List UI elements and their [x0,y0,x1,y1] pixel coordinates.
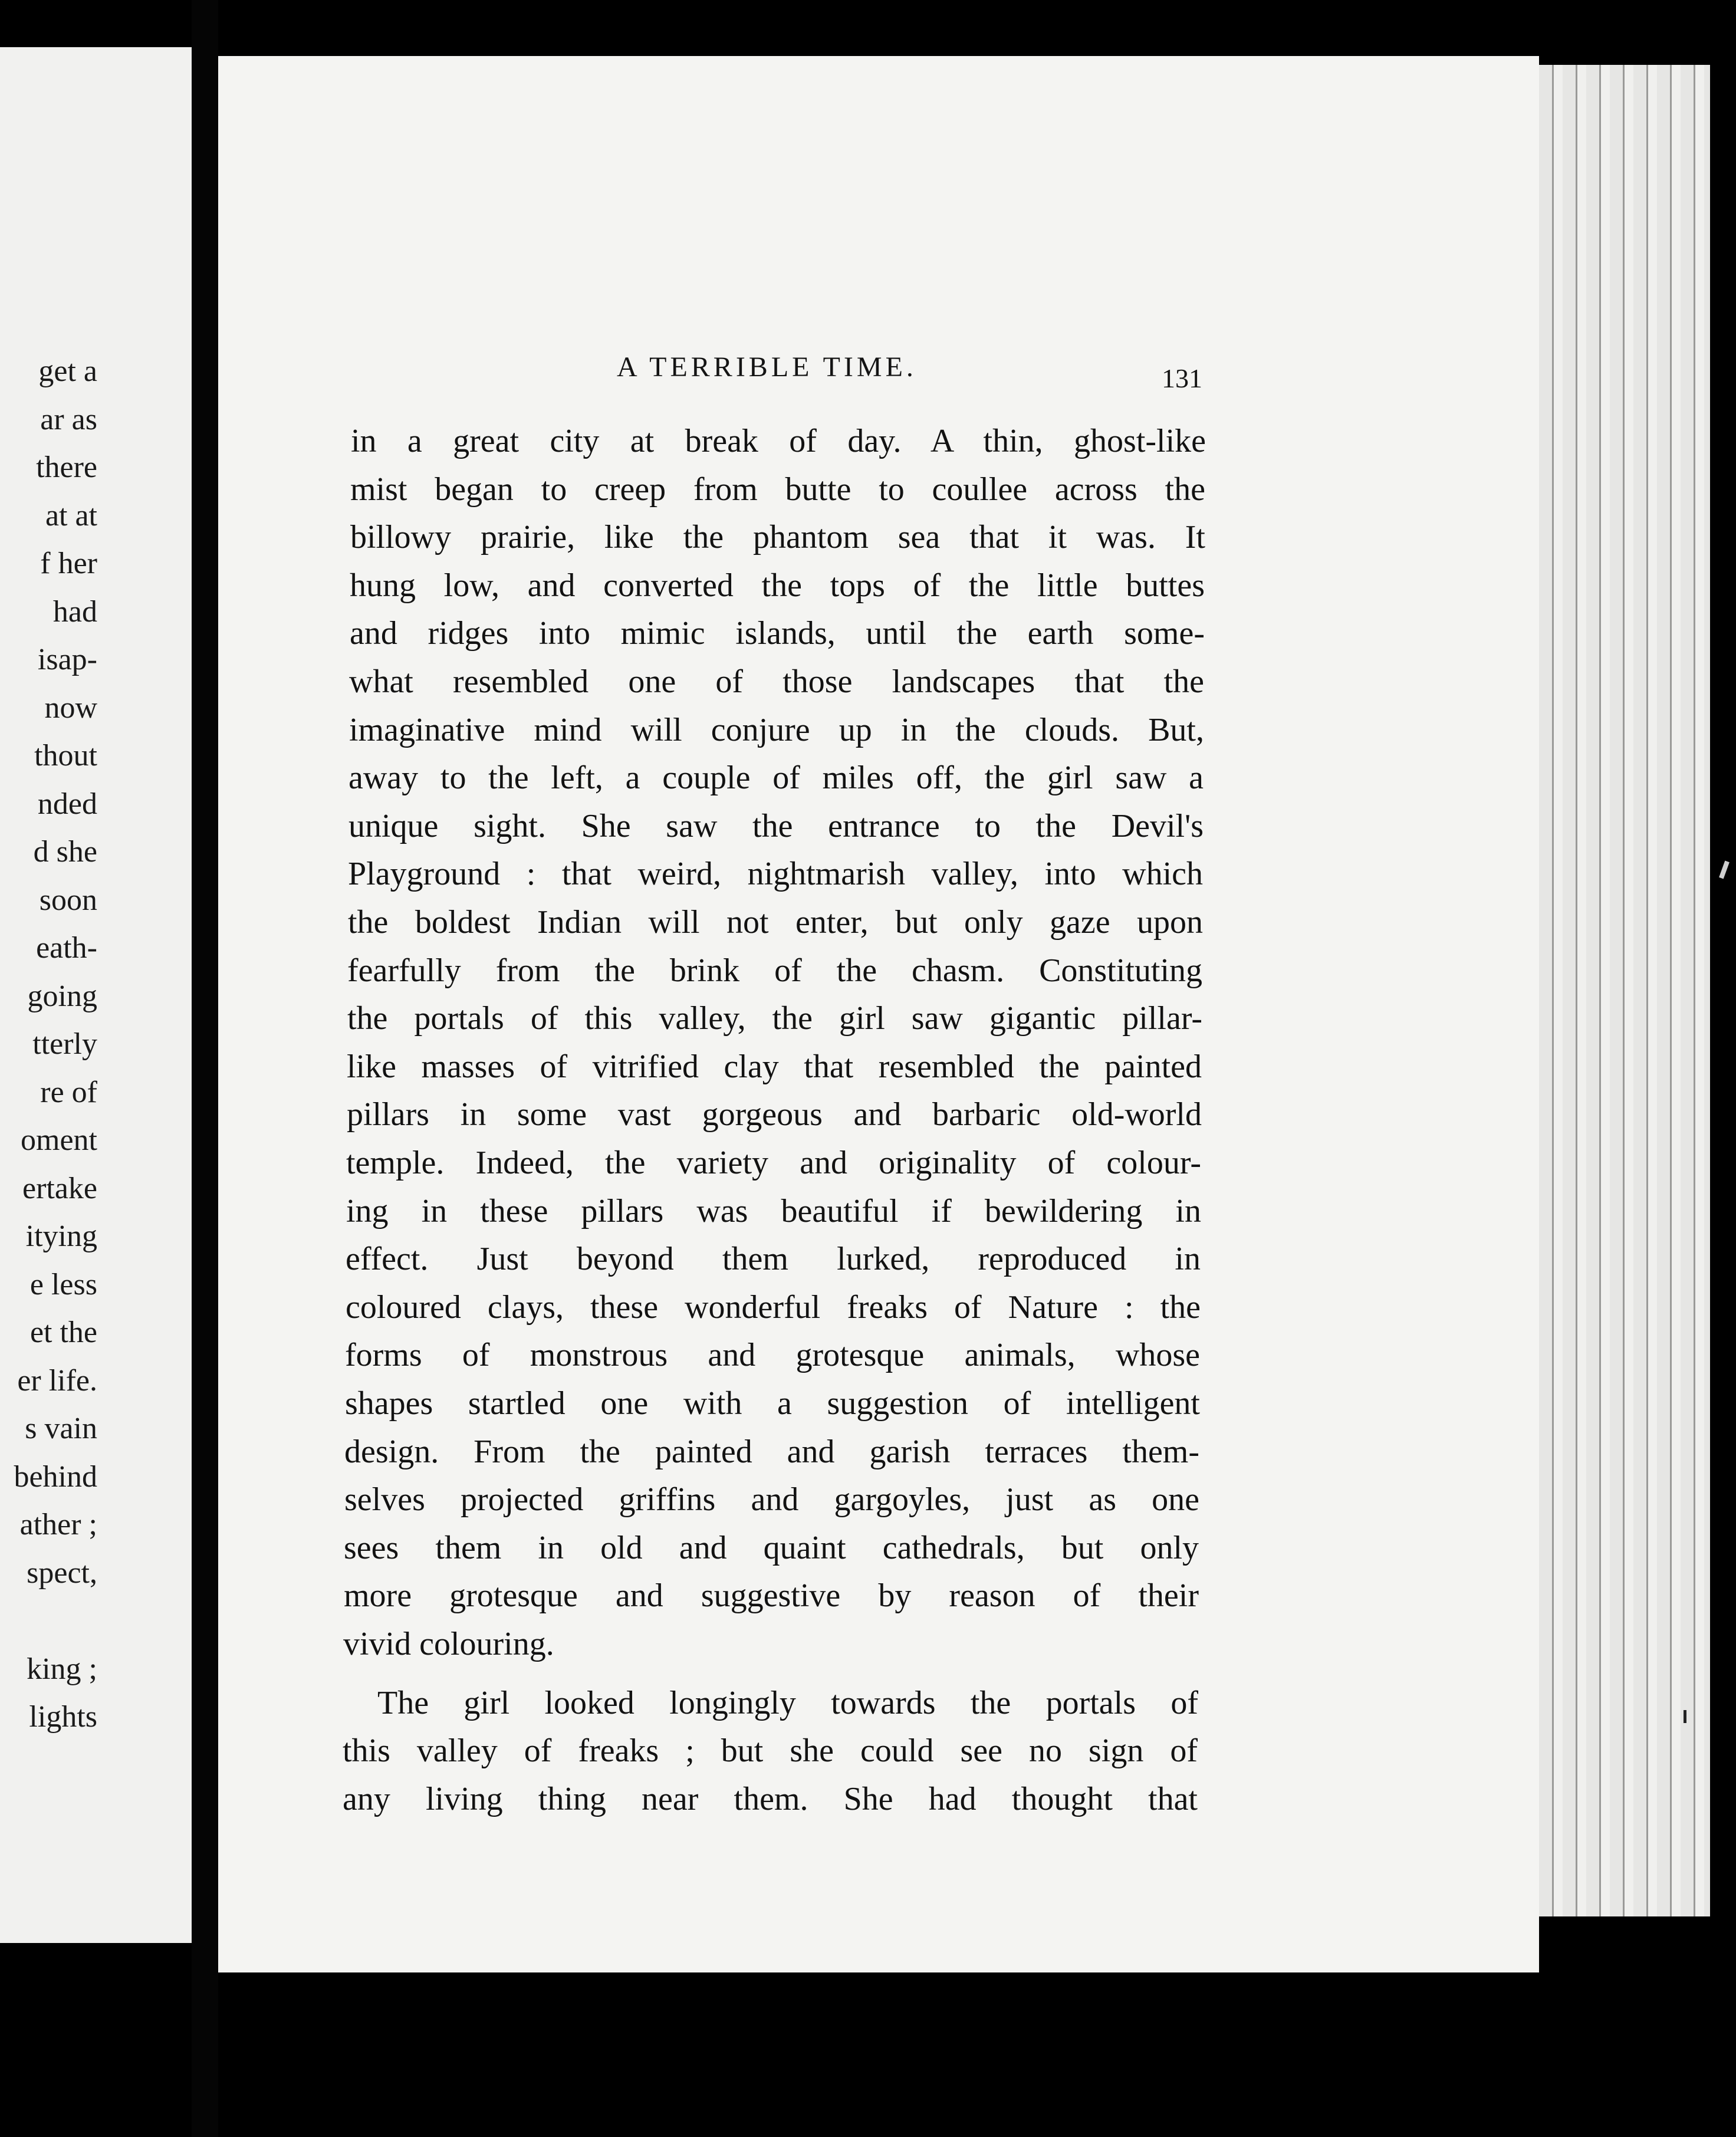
body-line: The girl looked longingly towards the portals of [377,1684,1198,1721]
left-page-line: behind [14,1459,97,1494]
body-line: coloured clays, these wonderful freaks of Nature : the [346,1288,1201,1326]
left-page-line: s vain [25,1412,97,1445]
left-page-line: now [44,691,97,725]
body-line: billowy prairie, like the phantom sea that it was. It [350,519,1205,556]
body-line: effect. Just beyond them lurked, reproduced in [346,1241,1201,1278]
body-line: hung low, and converted the tops of the little buttes [350,567,1205,604]
left-page-line: re of [40,1075,97,1109]
left-page-line: oment [21,1123,97,1157]
left-page-line: get a [38,354,97,388]
body-line: more grotesque and suggestive by reason of their [344,1577,1199,1615]
left-page-line: soon [39,883,97,917]
body-line: temple. Indeed, the variety and originality of colour- [346,1145,1201,1181]
left-page-line: tterly [32,1027,97,1061]
body-line: any living thing near them. She had thought that [343,1780,1198,1817]
page-edges [1539,65,1710,1916]
body-line: unique sight. She saw the entrance to the Devil's [348,807,1204,844]
body-line: the portals of this valley, the girl saw gigantic pillar- [347,1000,1202,1037]
body-line: and ridges into mimic islands, until the earth some- [350,615,1205,652]
body-line: Playground : that weird, nightmarish valley, into which [348,856,1203,893]
body-line: sees them in old and quaint cathedrals, but only [344,1529,1199,1566]
chapter-title: A TERRIBLE TIME. [617,351,917,383]
right-page [218,56,1539,1972]
body-line: design. From the painted and garish terraces them- [344,1433,1199,1470]
body-line: shapes startled one with a suggestion of intelligent [345,1385,1200,1422]
edge-smudge [1719,861,1730,879]
left-page-line: going [27,979,97,1013]
body-line: what resembled one of those landscapes that the [349,663,1204,700]
body-line: forms of monstrous and grotesque animals, whose [345,1337,1200,1374]
body-line: this valley of freaks ; but she could see no sign of [343,1732,1198,1770]
running-head [218,351,1539,398]
left-page-line: king ; [27,1652,97,1686]
body-line: imaginative mind will conjure up in the clouds. But, [349,711,1204,748]
left-page-line: itying [25,1219,97,1253]
left-page-line: f her [40,547,97,580]
body-line: like masses of vitrified clay that resembled the painted [347,1048,1202,1085]
left-page-line: et the [29,1316,97,1349]
left-page-line: isap- [37,643,97,676]
left-page-line: lights [29,1700,97,1734]
body-line: selves projected griffins and gargoyles, just as one [344,1481,1199,1518]
left-page-line: ather ; [19,1508,97,1541]
page-number: 131 [1162,363,1202,393]
body-line: pillars in some vast gorgeous and barbaric old-world [347,1096,1202,1133]
edge-mark [1684,1710,1686,1723]
left-page-line: ertake [22,1171,97,1205]
left-page [0,47,192,1943]
body-line: vivid colouring. [343,1626,554,1662]
left-page-line: spect, [27,1556,97,1590]
left-page-line: ar as [40,402,97,436]
body-line: away to the left, a couple of miles off, the girl saw a [348,760,1204,797]
left-page-line: nded [37,787,97,821]
left-page-line: thout [34,739,97,772]
body-line: in a great city at break of day. A thin, ghost-like [351,423,1206,459]
body-line: mist began to creep from butte to coullee across the [350,471,1205,508]
left-page-line: had [52,594,97,629]
left-page-line: there [36,451,97,484]
body-line: fearfully from the brink of the chasm. Constituting [347,952,1202,989]
left-page-line: e less [29,1267,97,1301]
body-line: ing in these pillars was beautiful if bewildering in [346,1192,1201,1229]
book-gutter [192,0,218,2137]
left-page-line: d she [33,835,97,869]
left-page-line: at at [45,498,97,532]
left-page-line: eath- [36,931,97,965]
body-line: the boldest Indian will not enter, but only gaze upon [348,904,1203,941]
left-page-line: er life. [17,1363,97,1398]
